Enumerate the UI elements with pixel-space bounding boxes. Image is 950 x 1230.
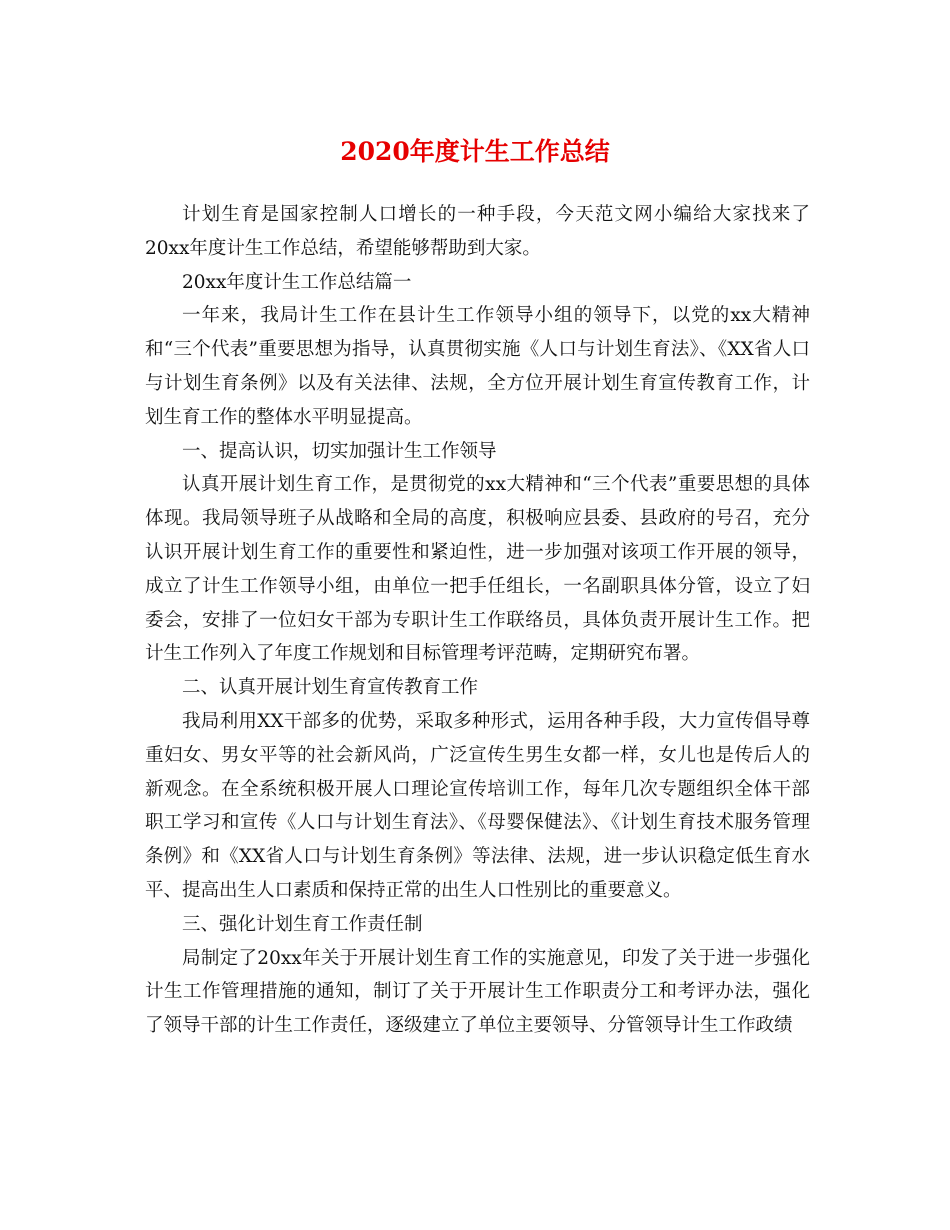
section-one-paragraph: 认真开展计划生育工作，是贯彻党的xx大精神和“三个代表”重要思想的具体体现。我局领导班子从战略和全局的高度，积极响应县委、县政府的号召，充分认识开展计划生育工作的重要性和紧迫性，进一步加强对该项工作开展的领导，成立了计生工作领导小组，由单位一把手任组长，一名副职具体分管，设立了妇委会，安排了一位妇女干部为专职计生工作联络员，具体负责开展计生工作。把计生工作列入了年度工作规划和目标管理考评范畴，定期研究布署。	[145, 474, 810, 665]
intro-paragraph: 计划生育是国家控制人口增长的一种手段，今天范文网小编给大家找来了20xx年度计生工作总结，希望能够帮助到大家。	[145, 204, 810, 259]
part-one-heading: 20xx年度计生工作总结篇一	[182, 271, 412, 293]
overview-paragraph: 一年来，我局计生工作在县计生工作领导小组的领导下，以党的xx大精神和“三个代表”重要思想为指导，认真贯彻实施《人口与计划生育法》、《XX省人口与计划生育条例》以及有关法律、法规，全方位开展计划生育宣传教育工作，计划生育工作的整体水平明显提高。	[145, 305, 810, 428]
section-two-paragraph: 我局利用XX干部多的优势，采取多种形式，运用各种手段，大力宣传倡导尊重妇女、男女平等的社会新风尚，广泛宣传生男生女都一样，女儿也是传后人的新观念。在全系统积极开展人口理论宣传培训工作，每年几次专题组织全体干部职工学习和宣传《人口与计划生育法》、《母婴保健法》、《计划生育技术服务管理条例》和《XX省人口与计划生育条例》等法律、法规，进一步认识稳定低生育水平、提高出生人口素质和保持正常的出生人口性别比的重要意义。	[145, 710, 810, 901]
section-three-paragraph: 局制定了20xx年关于开展计划生育工作的实施意见，印发了关于进一步强化计生工作管理措施的通知，制订了关于开展计生工作职责分工和考评办法，强化了领导干部的计生工作责任，逐级建立了单位主要领导、分管领导计生工作政绩	[145, 947, 810, 1037]
section-three-heading: 三、强化计划生育工作责任制	[182, 913, 423, 935]
section-one-heading: 一、提高认识，切实加强计生工作领导	[182, 440, 497, 462]
document-title: 2020年度计生工作总结	[340, 137, 610, 166]
document-body	[145, 198, 810, 1043]
section-two-heading: 二、认真开展计划生育宣传教育工作	[182, 677, 479, 699]
